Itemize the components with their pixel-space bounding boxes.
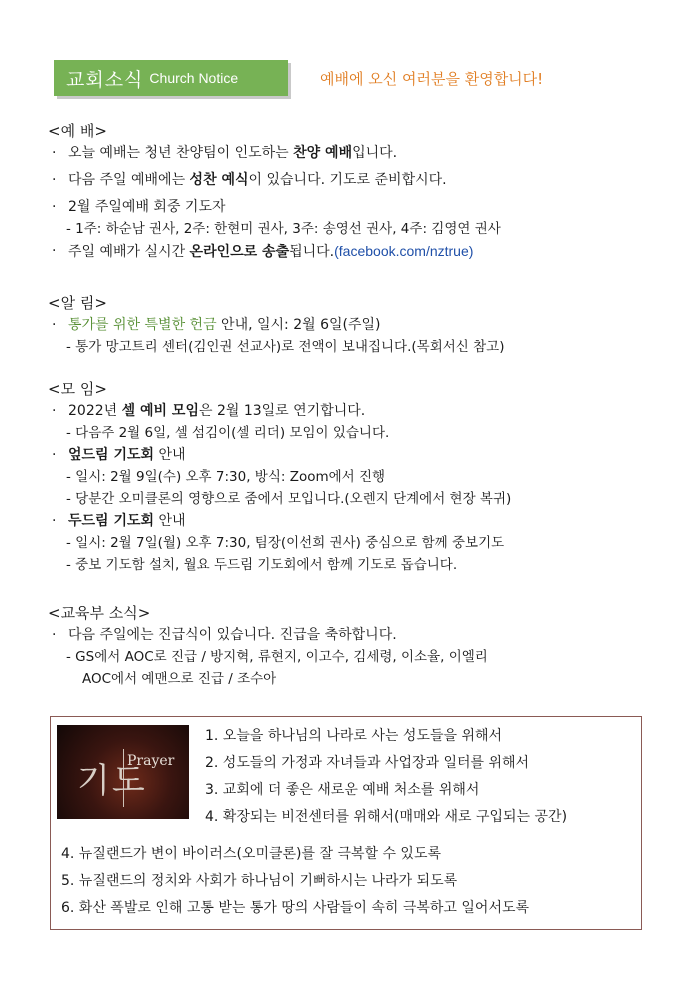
banner-title-korean: 교회소식 — [66, 68, 144, 91]
list-subitem: - 1주: 하순남 권사, 2주: 한현미 권사, 3주: 송영선 권사, 4주: 김영연 권사 — [66, 221, 501, 237]
prayer-box — [50, 716, 642, 930]
list-item: · 엎드림 기도회 안내 — [52, 447, 186, 463]
notice-title: <알 림> — [48, 294, 107, 312]
list-subitem: - 일시: 2월 7일(월) 오후 7:30, 팀장(이선희 권사) 중심으로 함께 중보기도 — [66, 535, 505, 551]
list-item: · 통가를 위한 특별한 헌금 안내, 일시: 2월 6일(주일) — [52, 317, 381, 333]
prayer-item: 4. 뉴질랜드가 변이 바이러스(오미클론)를 잘 극복할 수 있도록 — [61, 846, 442, 862]
list-item: · 오늘 예배는 청년 찬양팀이 인도하는 찬양 예배입니다. — [52, 145, 398, 161]
list-item: · 다음 주일 예배에는 성찬 예식이 있습니다. 기도로 준비합시다. — [52, 172, 447, 188]
list-item: · 2월 주일예배 회중 기도자 — [52, 199, 226, 215]
list-subitem: - 다음주 2월 6일, 셀 섬김이(셀 리더) 모임이 있습니다. — [66, 425, 390, 441]
education-section — [48, 602, 660, 690]
worship-title: <예 배> — [48, 122, 107, 140]
list-item: · 주일 예배가 실시간 온라인으로 송출됩니다.(facebook.com/nztrue) — [52, 243, 474, 260]
prayer-item: 4. 확장되는 비전센터를 위해서(매매와 새로 구입되는 공간) — [205, 809, 568, 825]
prayer-list-bottom — [61, 841, 529, 922]
church-notice-banner — [54, 60, 288, 96]
list-item: · 다음 주일에는 진급식이 있습니다. 진급을 축하합니다. — [52, 627, 397, 643]
notice-section — [48, 292, 660, 358]
prayer-item: 3. 교회에 더 좋은 새로운 예배 처소를 위해서 — [205, 782, 480, 798]
list-item: · 두드림 기도회 안내 — [52, 513, 186, 529]
meeting-section — [48, 378, 660, 576]
list-subitem: - 당분간 오미클론의 영향으로 줌에서 모입니다.(오렌지 단계에서 현장 복귀) — [66, 491, 512, 507]
prayer-item: 5. 뉴질랜드의 정치와 사회가 하나님이 기뻐하시는 나라가 되도록 — [61, 873, 458, 889]
prayer-item: 6. 화산 폭발로 인해 고통 받는 통가 땅의 사람들이 속히 극복하고 일어서도록 — [61, 900, 530, 916]
welcome-message: 예배에 오신 여러분을 환영합니다! — [320, 70, 544, 88]
list-subitem: - 통가 망고트리 센터(김인권 선교사)로 전액이 보내집니다.(목회서신 참고) — [66, 339, 505, 355]
worship-section — [48, 120, 660, 262]
list-item: · 2022년 셀 예비 모임은 2월 13일로 연기합니다. — [52, 403, 366, 419]
list-subitem: - 일시: 2월 9일(수) 오후 7:30, 방식: Zoom에서 진행 — [66, 469, 386, 485]
prayer-image-korean: 기도 — [77, 761, 147, 801]
prayer-item: 2. 성도들의 가정과 자녀들과 사업장과 일터를 위해서 — [205, 755, 530, 771]
prayer-image-english: Prayer — [127, 753, 175, 769]
meeting-title: <모 임> — [48, 380, 107, 398]
list-subitem: AOC에서 예맨으로 진급 / 조수아 — [82, 671, 277, 687]
list-subitem: - GS에서 AOC로 진급 / 방지혁, 류현지, 이고수, 김세령, 이소율, 이엘리 — [66, 649, 488, 665]
prayer-item: 1. 오늘을 하나님의 나라로 사는 성도들을 위해서 — [205, 728, 503, 744]
banner-title-english: Church Notice — [149, 70, 239, 86]
prayer-image — [57, 725, 189, 819]
education-title: <교육부 소식> — [48, 604, 151, 622]
list-subitem: - 중보 기도함 설치, 월요 두드림 기도회에서 함께 기도로 돕습니다. — [66, 557, 458, 573]
prayer-list-top — [205, 723, 567, 831]
facebook-link[interactable]: (facebook.com/nztrue) — [334, 243, 474, 259]
